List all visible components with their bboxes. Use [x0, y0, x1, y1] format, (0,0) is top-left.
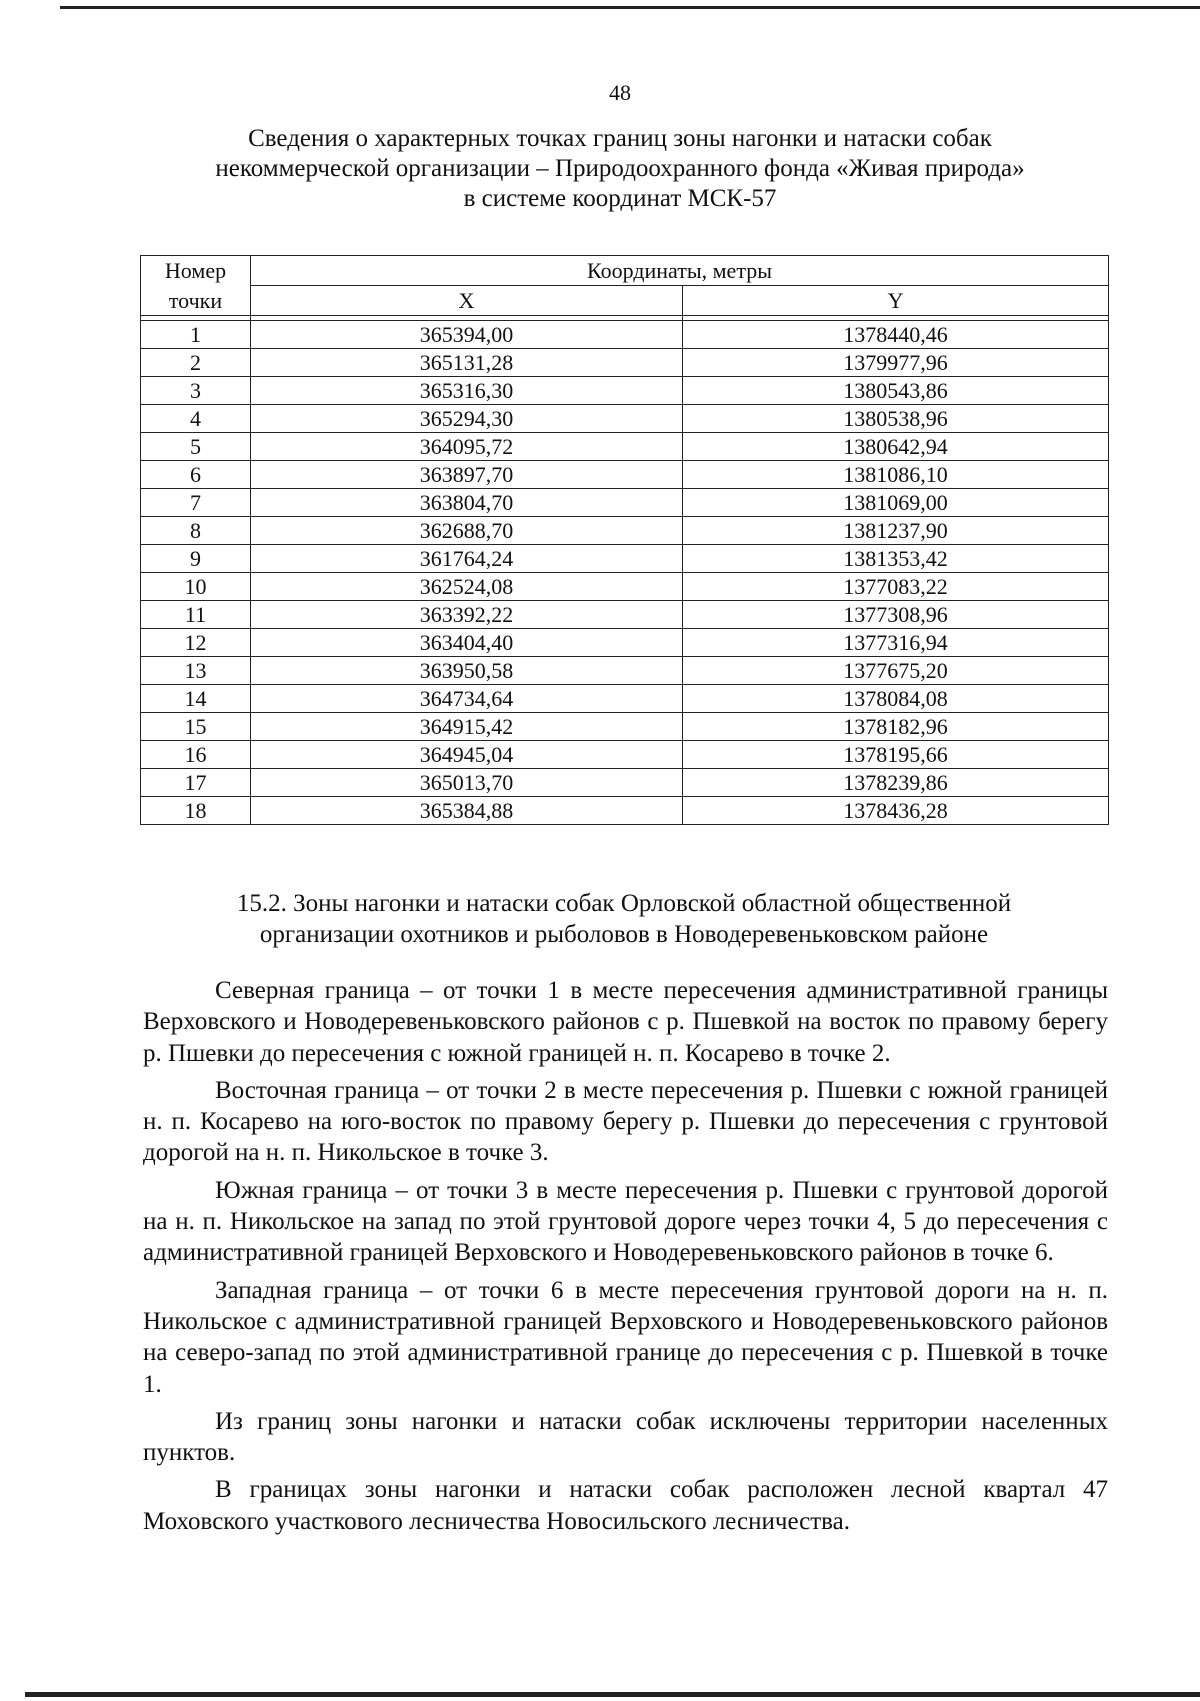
x-coordinate-cell: 365131,28	[251, 349, 683, 377]
table-row	[141, 377, 1109, 405]
table-row	[141, 713, 1109, 741]
x-coordinate-cell: 365394,00	[251, 321, 683, 349]
header-y: Y	[683, 286, 1109, 316]
table-row	[141, 461, 1109, 489]
x-coordinate-cell: 363897,70	[251, 461, 683, 489]
table-row	[141, 685, 1109, 713]
table-row	[141, 629, 1109, 657]
point-number-cell: 10	[141, 573, 251, 601]
point-number-cell: 16	[141, 741, 251, 769]
paragraph-south-boundary: Южная граница – от точки 3 в месте пересечения р. Пшевки с грунтовой дорогой на н. п. Никольское на запад по этой грунтовой дороге через точки 4, 5 до пересечения с административной границей Верховского и Новодеревеньковского районов в точке 6.	[143, 1176, 1108, 1267]
x-coordinate-cell: 363950,58	[251, 657, 683, 685]
y-coordinate-cell: 1379977,96	[683, 349, 1109, 377]
y-coordinate-cell: 1378239,86	[683, 769, 1109, 797]
header-number	[141, 256, 251, 286]
table-row	[141, 405, 1109, 433]
coordinates-table-body	[141, 321, 1109, 825]
x-coordinate-cell: 364734,64	[251, 685, 683, 713]
table-row	[141, 797, 1109, 825]
y-coordinate-cell: 1380538,96	[683, 405, 1109, 433]
y-coordinate-cell: 1380543,86	[683, 377, 1109, 405]
header-number-line1: Номер	[164, 258, 227, 284]
point-number-cell: 11	[141, 601, 251, 629]
y-coordinate-cell: 1381086,10	[683, 461, 1109, 489]
x-coordinate-cell: 363392,22	[251, 601, 683, 629]
header-number-line2: точки	[168, 287, 223, 313]
y-coordinate-cell: 1380642,94	[683, 433, 1109, 461]
paragraph-forest-quarter: В границах зоны нагонки и натаски собак расположен лесной квартал 47 Моховского участкового лесничества Новосильского лесничества.	[143, 1476, 1108, 1535]
header-coordinates: Координаты, метры	[251, 256, 1109, 286]
point-number-cell: 3	[141, 377, 251, 405]
x-coordinate-cell: 363404,40	[251, 629, 683, 657]
point-number-cell: 2	[141, 349, 251, 377]
paragraph-north-boundary: Северная граница – от точки 1 в месте пересечения административной границы Верховского и Новодеревеньковского районов с р. Пшевкой на восток по правому берегу р. Пшевки до пересечения с южной границей н. п. Косарево в точке 2.	[143, 977, 1108, 1067]
x-coordinate-cell: 364915,42	[251, 713, 683, 741]
x-coordinate-cell: 364945,04	[251, 741, 683, 769]
paragraph-east-boundary: Восточная граница – от точки 2 в месте пересечения р. Пшевки с южной границей н. п. Косарево на юго-восток по правому берегу р. Пшевки до пересечения с грунтовой дорогой на н. п. Никольское в точке 3.	[143, 1076, 1108, 1167]
table-row	[141, 321, 1109, 349]
y-coordinate-cell: 1377308,96	[683, 601, 1109, 629]
y-coordinate-cell: 1378084,08	[683, 685, 1109, 713]
y-coordinate-cell: 1378195,66	[683, 741, 1109, 769]
y-coordinate-cell: 1377083,22	[683, 573, 1109, 601]
x-coordinate-cell: 365316,30	[251, 377, 683, 405]
bottom-border-line	[25, 1692, 1200, 1697]
table-row	[141, 657, 1109, 685]
section-body	[143, 975, 1108, 1543]
point-number-cell: 13	[141, 657, 251, 685]
point-number-cell: 9	[141, 545, 251, 573]
point-number-cell: 12	[141, 629, 251, 657]
table-row	[141, 545, 1109, 573]
section-heading-line-1: 15.2. Зоны нагонки и натаски собак Орловской областной общественной	[236, 890, 1012, 917]
y-coordinate-cell: 1378182,96	[683, 713, 1109, 741]
table-row	[141, 349, 1109, 377]
header-number-cont	[141, 286, 251, 316]
x-coordinate-cell: 364095,72	[251, 433, 683, 461]
point-number-cell: 6	[141, 461, 251, 489]
x-coordinate-cell: 362688,70	[251, 517, 683, 545]
y-coordinate-cell: 1378436,28	[683, 797, 1109, 825]
table-row	[141, 601, 1109, 629]
coordinates-table	[140, 255, 1109, 825]
x-coordinate-cell: 365384,88	[251, 797, 683, 825]
y-coordinate-cell: 1377316,94	[683, 629, 1109, 657]
point-number-cell: 17	[141, 769, 251, 797]
point-number-cell: 1	[141, 321, 251, 349]
table-row	[141, 769, 1109, 797]
table-row	[141, 433, 1109, 461]
top-border-line	[60, 6, 1200, 9]
y-coordinate-cell: 1381069,00	[683, 489, 1109, 517]
title-line-3: в системе координат МСК-57	[463, 185, 777, 212]
x-coordinate-cell: 361764,24	[251, 545, 683, 573]
section-heading	[140, 888, 1108, 950]
point-number-cell: 15	[141, 713, 251, 741]
y-coordinate-cell: 1378440,46	[683, 321, 1109, 349]
title-line-2: некоммерческой организации – Природоохранного фонда «Живая природа»	[215, 155, 1025, 182]
table-row	[141, 741, 1109, 769]
table-row	[141, 489, 1109, 517]
x-coordinate-cell: 363804,70	[251, 489, 683, 517]
point-number-cell: 4	[141, 405, 251, 433]
x-coordinate-cell: 362524,08	[251, 573, 683, 601]
point-number-cell: 8	[141, 517, 251, 545]
x-coordinate-cell: 365294,30	[251, 405, 683, 433]
section-heading-line-2: организации охотников и рыболовов в Новодеревеньковском районе	[259, 921, 989, 948]
x-coordinate-cell: 365013,70	[251, 769, 683, 797]
paragraph-west-boundary: Западная граница – от точки 6 в месте пересечения грунтовой дороги на н. п. Никольское с административной границей Верховского и Новодеревеньковского районов на северо-запад по этой административной границе до пересечения с р. Пшевкой в точке 1.	[143, 1276, 1108, 1398]
y-coordinate-cell: 1381353,42	[683, 545, 1109, 573]
point-number-cell: 14	[141, 685, 251, 713]
point-number-cell: 18	[141, 797, 251, 825]
y-coordinate-cell: 1381237,90	[683, 517, 1109, 545]
document-title	[140, 124, 1100, 214]
header-x: X	[251, 286, 683, 316]
paragraph-exclusions: Из границ зоны нагонки и натаски собак исключены территории населенных пунктов.	[143, 1407, 1108, 1467]
table-row	[141, 573, 1109, 601]
page-number: 48	[609, 80, 631, 105]
title-line-1: Сведения о характерных точках границ зоны нагонки и натаски собак	[248, 125, 992, 152]
point-number-cell: 7	[141, 489, 251, 517]
y-coordinate-cell: 1377675,20	[683, 657, 1109, 685]
point-number-cell: 5	[141, 433, 251, 461]
table-row	[141, 517, 1109, 545]
